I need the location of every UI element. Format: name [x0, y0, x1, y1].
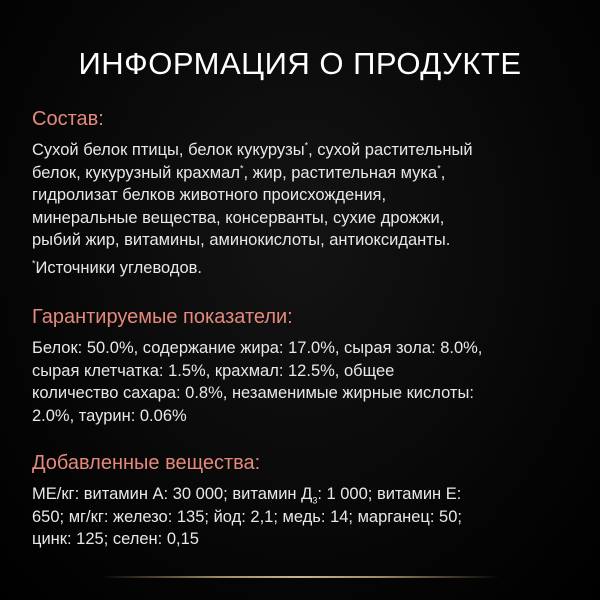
text-fragment: МЕ/кг: витамин А: 30 000; витамин Д [32, 485, 313, 503]
composition-line [32, 162, 580, 185]
text-fragment: , жир, растительная мука [243, 163, 438, 182]
additives-line: 650; мг/кг: железо: 135; йод: 2,1; медь: 14; марганец: 50; [32, 507, 462, 526]
footnote-text: Источники углеводов. [35, 258, 203, 277]
composition-line [32, 139, 580, 162]
composition-line: гидролизат белков животного происхождения, [32, 186, 387, 204]
subscript-mark: 3 [312, 495, 318, 506]
guaranteed-line: сырая клетчатка: 1.5%, крахмал: 12.5%, общее [32, 361, 395, 380]
guaranteed-text [32, 337, 580, 427]
text-fragment: : 1 000; витамин Е: [317, 485, 462, 503]
guaranteed-line: количество сахара: 0.8%, незаменимые жирные кислоты: [32, 384, 474, 402]
additives-section [32, 452, 580, 551]
guaranteed-line: 2.0%, таурин: 0.06% [32, 406, 187, 425]
gold-divider [100, 576, 500, 578]
text-fragment: Сухой белок птицы, белок кукурузы [32, 141, 305, 159]
additives-line [32, 483, 580, 506]
asterisk-mark: * [239, 163, 244, 173]
guaranteed-heading: Гарантируемые показатели: [32, 306, 293, 328]
additives-line: цинк: 125; селен: 0,15 [32, 530, 199, 548]
composition-line: минеральные вещества, консерванты, сухие дрожжи, [32, 208, 445, 227]
additives-text [32, 483, 580, 551]
text-fragment: , [440, 163, 446, 182]
composition-line: рыбий жир, витамины, аминокислоты, антиоксиданты. [32, 231, 451, 249]
page-title: ИНФОРМАЦИЯ О ПРОДУКТЕ [78, 46, 522, 81]
guaranteed-line: Белок: 50.0%, содержание жира: 17.0%, сырая зола: 8.0%, [32, 339, 483, 357]
composition-text [32, 139, 580, 279]
asterisk-mark: * [32, 258, 36, 268]
composition-heading: Состав: [32, 108, 104, 130]
asterisk-mark: * [304, 140, 309, 151]
additives-heading: Добавленные вещества: [32, 452, 261, 474]
asterisk-mark: * [437, 163, 441, 173]
guaranteed-section [32, 306, 580, 427]
text-fragment: белок, кукурузный крахмал [32, 163, 240, 182]
composition-section [32, 108, 580, 279]
composition-footnote [32, 257, 580, 280]
text-fragment: , сухой растительный [308, 141, 473, 159]
